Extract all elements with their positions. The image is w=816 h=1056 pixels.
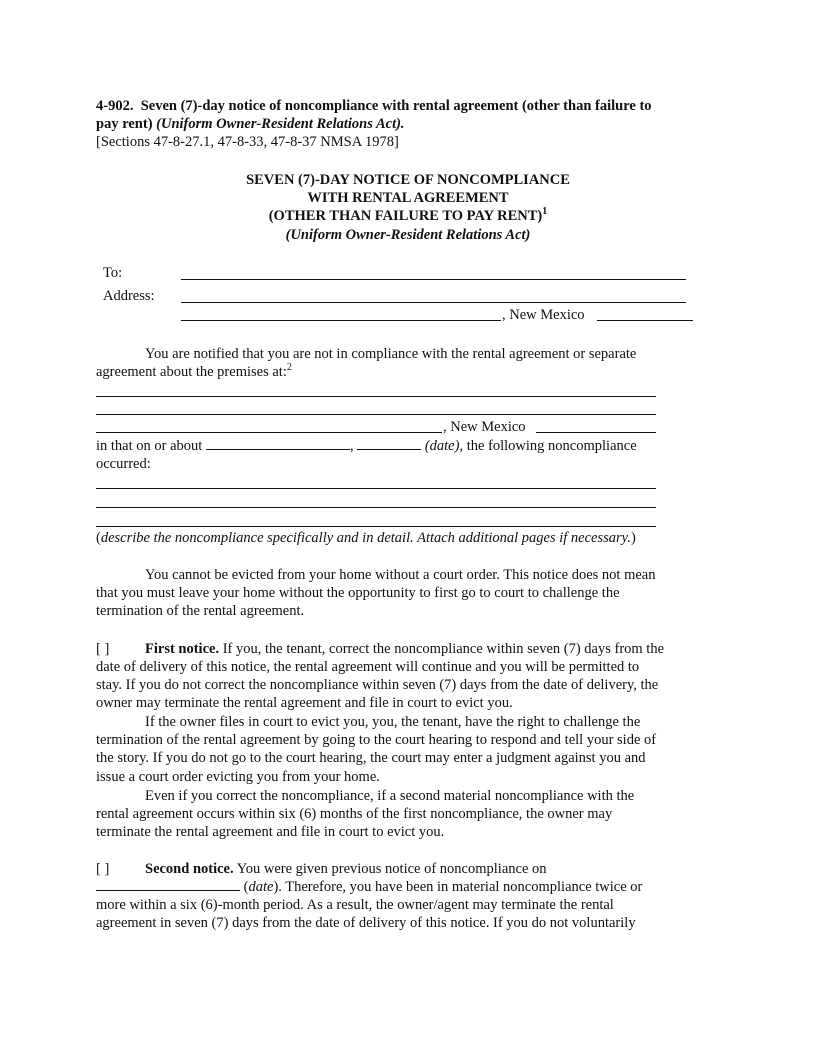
occurred-label: occurred: bbox=[96, 456, 151, 472]
premises-intro-line2: agreement about the premises at:$^2$ bbox=[96, 362, 292, 380]
form-title-act: (Uniform Owner-Resident Relations Act) bbox=[285, 227, 531, 243]
noncompliance-field-line3[interactable] bbox=[96, 526, 656, 527]
first-notice-line4: owner may terminate the rental agreement and file in court to evict you. bbox=[96, 695, 513, 711]
footnote-marker-2: 2 bbox=[286, 362, 292, 374]
first-notice-p3-line3: terminate the rental agreement and file in court to evict you. bbox=[96, 824, 445, 840]
noncompliance-date-line: in that on or about , (date), the following noncompliance bbox=[96, 438, 637, 454]
second-notice-checkbox[interactable]: [ ] bbox=[96, 861, 110, 877]
form-title-line1: SEVEN (7)-DAY NOTICE OF NONCOMPLIANCE bbox=[246, 172, 570, 188]
first-notice-heading: First notice. bbox=[145, 641, 220, 657]
form-title-line2: WITH RENTAL AGREEMENT bbox=[307, 190, 509, 206]
date-month-day-field[interactable] bbox=[206, 437, 350, 450]
previous-notice-date-field[interactable] bbox=[96, 878, 240, 891]
premises-state-label: , New Mexico bbox=[443, 419, 526, 435]
premises-field-line2[interactable] bbox=[96, 414, 656, 415]
address-zip-field[interactable] bbox=[597, 320, 693, 321]
to-label: To: bbox=[103, 265, 123, 281]
noncompliance-field-line1[interactable] bbox=[96, 488, 656, 489]
footnote-marker-1: 1 bbox=[542, 206, 548, 218]
first-notice-p3-line1: Even if you correct the noncompliance, if a second material noncompliance with the bbox=[145, 788, 635, 804]
second-notice-heading: Second notice. bbox=[145, 861, 234, 877]
court-order-line2: that you must leave your home without the opportunity to first go to court to challenge the bbox=[96, 585, 620, 601]
premises-city-field[interactable] bbox=[96, 432, 442, 433]
to-field[interactable] bbox=[181, 279, 686, 280]
address-state-label: , New Mexico bbox=[502, 307, 585, 323]
address-field-line1[interactable] bbox=[181, 302, 686, 303]
second-notice-line4: agreement in seven (7) days from the date of delivery of this notice. If you do not voluntarily bbox=[96, 915, 636, 931]
court-order-line3: termination of the rental agreement. bbox=[96, 603, 305, 619]
premises-intro-line1: You are notified that you are not in compliance with the rental agreement or separate bbox=[145, 346, 637, 362]
address-city-field[interactable] bbox=[181, 320, 501, 321]
second-notice-line2: (date). Therefore, you have been in material noncompliance twice or bbox=[96, 878, 642, 896]
first-notice-line1: First notice. If you, the tenant, correct the noncompliance within seven (7) days from the bbox=[145, 641, 665, 657]
premises-zip-field[interactable] bbox=[536, 432, 656, 433]
address-label: Address: bbox=[103, 288, 155, 304]
describe-instructions: (describe the noncompliance specifically and in detail. Attach additional pages if necessary.) bbox=[96, 530, 636, 546]
form-title-line3: (OTHER THAN FAILURE TO PAY RENT)$^1$ bbox=[268, 206, 548, 224]
first-notice-p2-line4: issue a court order evicting you from your home. bbox=[96, 769, 380, 785]
first-notice-checkbox[interactable]: [ ] bbox=[96, 641, 110, 657]
first-notice-line3: stay. If you do not correct the noncompliance within seven (7) days from the date of delivery, the bbox=[96, 677, 659, 693]
court-order-line1: You cannot be evicted from your home without a court order. This notice does not mean bbox=[145, 567, 656, 583]
first-notice-p2-line2: termination of the rental agreement by going to the court hearing to respond and tell your side of bbox=[96, 732, 657, 748]
statute-sections: [Sections 47-8-27.1, 47-8-33, 47-8-37 NMSA 1978] bbox=[96, 134, 399, 150]
second-notice-line3: more within a six (6)-month period. As a result, the owner/agent may terminate the rental bbox=[96, 897, 614, 913]
first-notice-line2: date of delivery of this notice, the rental agreement will continue and you will be permitted to bbox=[96, 659, 640, 675]
first-notice-p2-line3: the story. If you do not go to the court hearing, the court may enter a judgment against you and bbox=[96, 750, 646, 766]
rule-heading-line1: 4-902. Seven (7)-day notice of noncompliance with rental agreement (other than failure to bbox=[96, 98, 652, 114]
noncompliance-field-line2[interactable] bbox=[96, 507, 656, 508]
second-notice-line1: Second notice. You were given previous notice of noncompliance on bbox=[145, 861, 547, 877]
date-year-field[interactable] bbox=[357, 437, 421, 450]
rule-heading-line2: pay rent) (Uniform Owner-Resident Relations Act). bbox=[96, 116, 405, 132]
premises-field-line1[interactable] bbox=[96, 396, 656, 397]
first-notice-p3-line2: rental agreement occurs within six (6) months of the first noncompliance, the owner may bbox=[96, 806, 613, 822]
first-notice-p2-line1: If the owner files in court to evict you, you, the tenant, have the right to challenge the bbox=[145, 714, 641, 730]
